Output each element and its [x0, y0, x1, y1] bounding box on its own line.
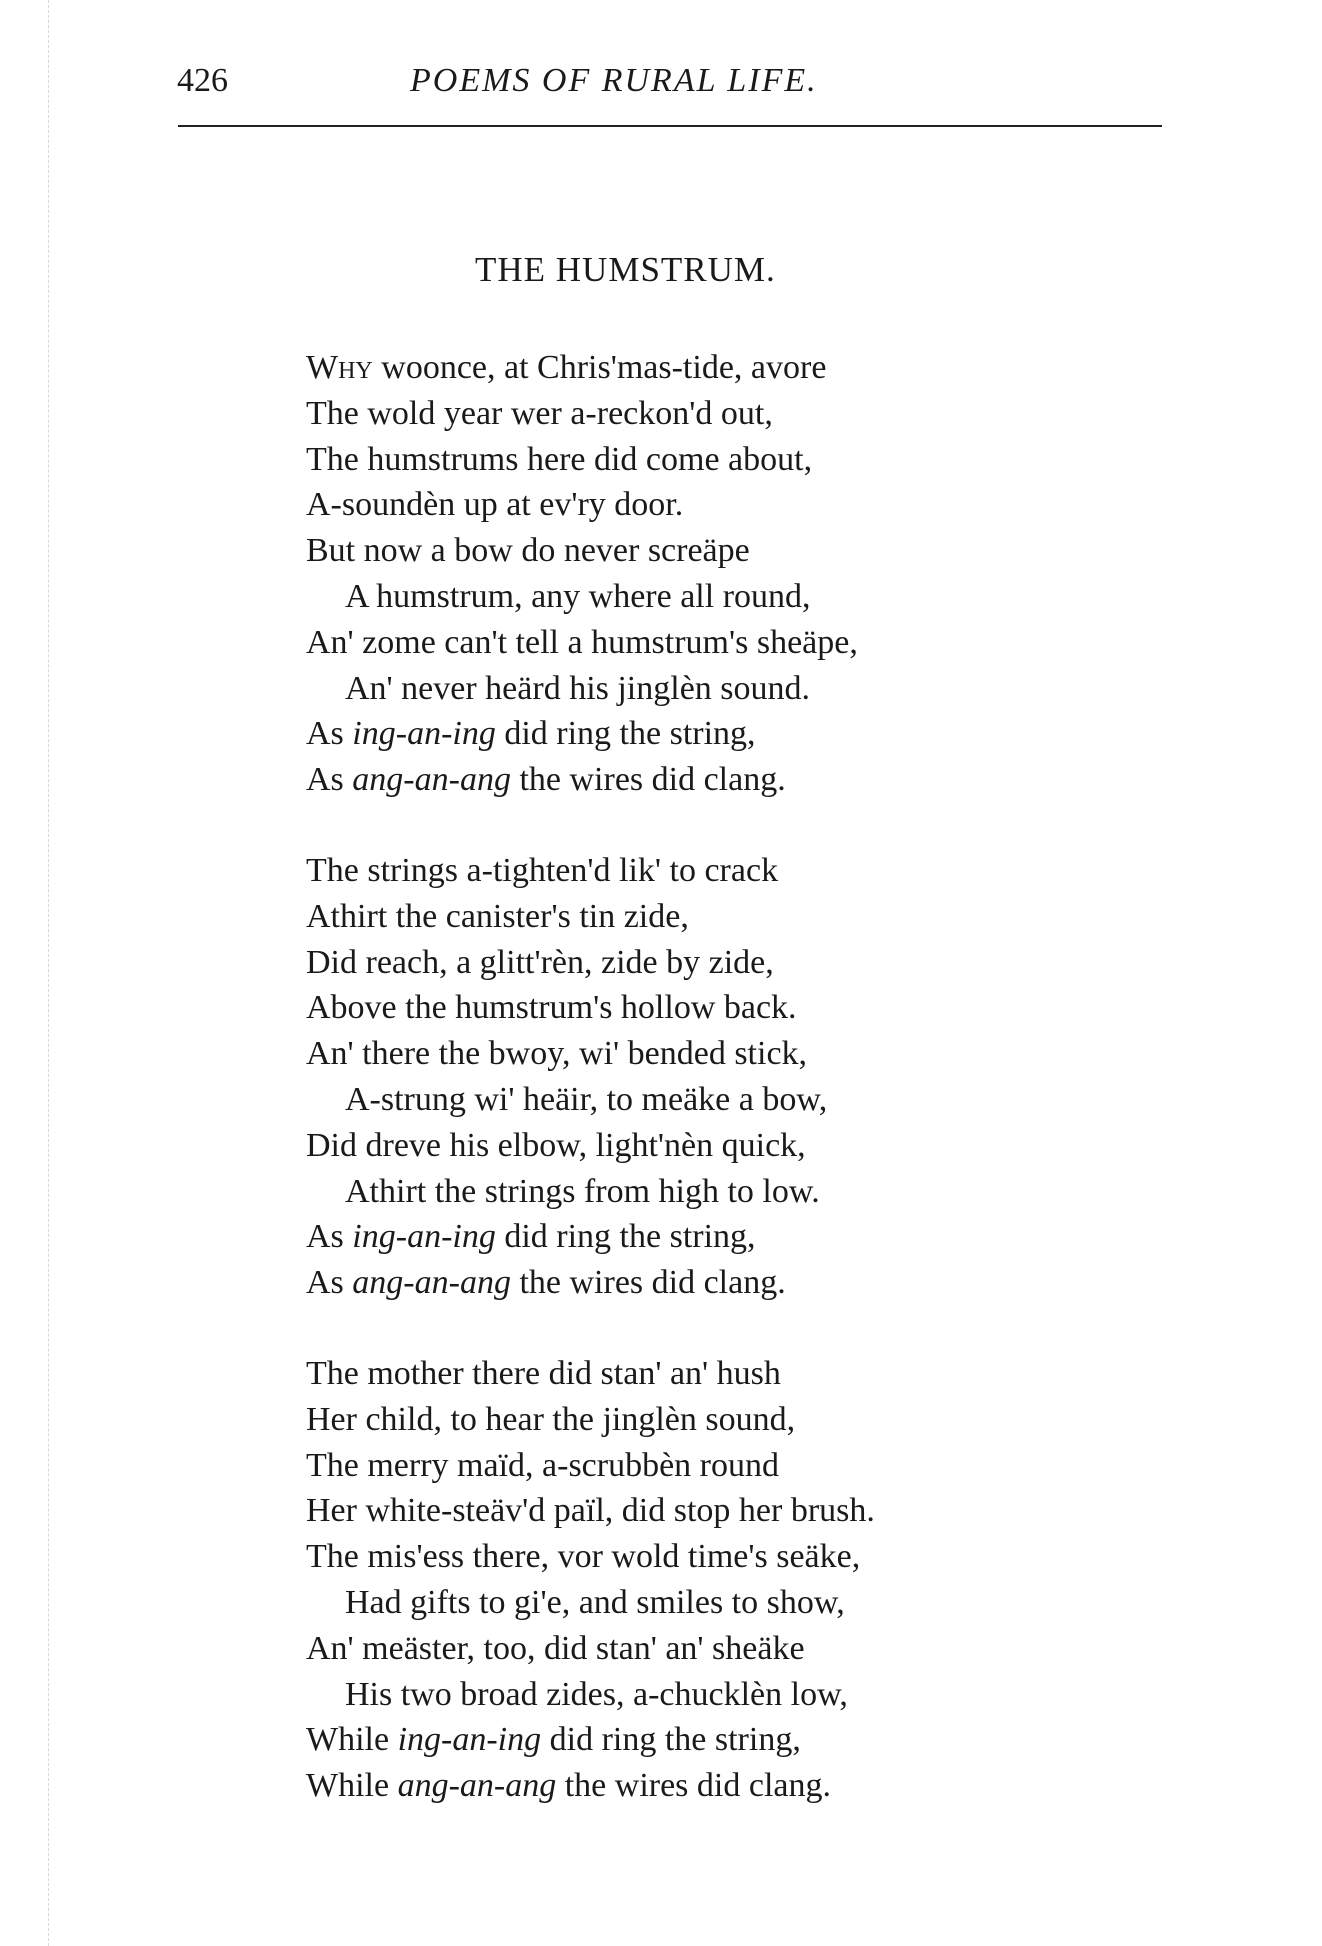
poem-line: The humstrums here did come about,: [306, 440, 813, 478]
poem-line: But now a bow do never screäpe: [306, 532, 750, 570]
line-text-pre: As: [306, 1264, 353, 1302]
line-text-pre: As: [306, 715, 353, 753]
poem-line: The strings a-tighten'd lik' to crack: [306, 851, 779, 889]
poem-line: [306, 1260, 1166, 1306]
line-text-post: the wires did clang.: [510, 761, 786, 799]
line-text-post: did ring the string,: [495, 715, 756, 753]
poem-line: Had gifts to gi'e, and smiles to show,: [345, 1583, 845, 1621]
page-number: 426: [177, 62, 228, 99]
poem-line: Did dreve his elbow, light'nèn quick,: [306, 1126, 806, 1164]
refrain-italic: ang-an-ang: [352, 1264, 511, 1302]
poem-line: The wold year wer a-reckon'd out,: [306, 394, 773, 432]
line-text-pre: As: [306, 761, 353, 799]
line-text-post: the wires did clang.: [556, 1767, 831, 1805]
refrain-italic: ing-an-ing: [397, 1721, 542, 1759]
line-text-pre: While: [306, 1721, 398, 1759]
poem-stanza: [306, 345, 1166, 803]
poem-stanza: [306, 1351, 1166, 1809]
line-text-pre: While: [306, 1767, 398, 1805]
drop-smallcaps-word: Why: [306, 349, 373, 386]
line-text-post: the wires did clang.: [510, 1264, 786, 1302]
line-text-post: did ring the string,: [541, 1721, 801, 1759]
poem-body: [306, 345, 1166, 1854]
poem-title: THE HUMSTRUM.: [475, 250, 776, 289]
poem-line: [306, 1717, 1166, 1763]
header-rule: [178, 125, 1162, 127]
poem-line: An' there the bwoy, wi' bended stick,: [306, 1035, 808, 1073]
poem-line: [306, 1763, 1166, 1809]
poem-line: [306, 345, 1166, 391]
refrain-italic: ang-an-ang: [397, 1767, 557, 1805]
poem-line: His two broad zides, a-chucklèn low,: [345, 1675, 848, 1713]
poem-line: [306, 757, 1166, 803]
poem-line: A humstrum, any where all round,: [345, 577, 811, 615]
gutter-dotted-line: [48, 0, 49, 1946]
running-head: POEMS OF RURAL LIFE.: [410, 62, 818, 99]
refrain-italic: ing-an-ing: [352, 1218, 496, 1256]
poem-line: Did reach, a glitt'rèn, zide by zide,: [306, 943, 774, 981]
poem-line: An' meäster, too, did stan' an' sheäke: [306, 1629, 805, 1667]
refrain-italic: ing-an-ing: [352, 715, 496, 753]
line-text-pre: As: [306, 1218, 353, 1256]
poem-line: An' never heärd his jinglèn sound.: [345, 669, 811, 707]
line-text-post: did ring the string,: [495, 1218, 756, 1256]
poem-line: [306, 711, 1166, 757]
page-header: [170, 60, 1165, 108]
refrain-italic: ang-an-ang: [352, 761, 511, 799]
poem-stanza: [306, 848, 1166, 1306]
poem-line: Athirt the strings from high to low.: [345, 1172, 820, 1210]
poem-line: An' zome can't tell a humstrum's sheäpe,: [306, 623, 858, 661]
poem-line: [306, 1214, 1166, 1260]
poem-line: Athirt the canister's tin zide,: [306, 897, 689, 935]
poem-line: The mother there did stan' an' hush: [306, 1354, 781, 1392]
poem-line: A-soundèn up at ev'ry door.: [306, 486, 684, 524]
line-text: woonce, at Chris'mas-tide, avore: [372, 349, 827, 386]
poem-line: Her white-steäv'd païl, did stop her brush.: [306, 1492, 875, 1530]
poem-line: Above the humstrum's hollow back.: [306, 989, 797, 1027]
poem-line: The mis'ess there, vor wold time's seäke,: [306, 1538, 861, 1576]
poem-line: The merry maïd, a-scrubbèn round: [306, 1446, 779, 1484]
poem-line: Her child, to hear the jinglèn sound,: [306, 1400, 796, 1438]
poem-line: A-strung wi' heäir, to meäke a bow,: [345, 1080, 828, 1118]
